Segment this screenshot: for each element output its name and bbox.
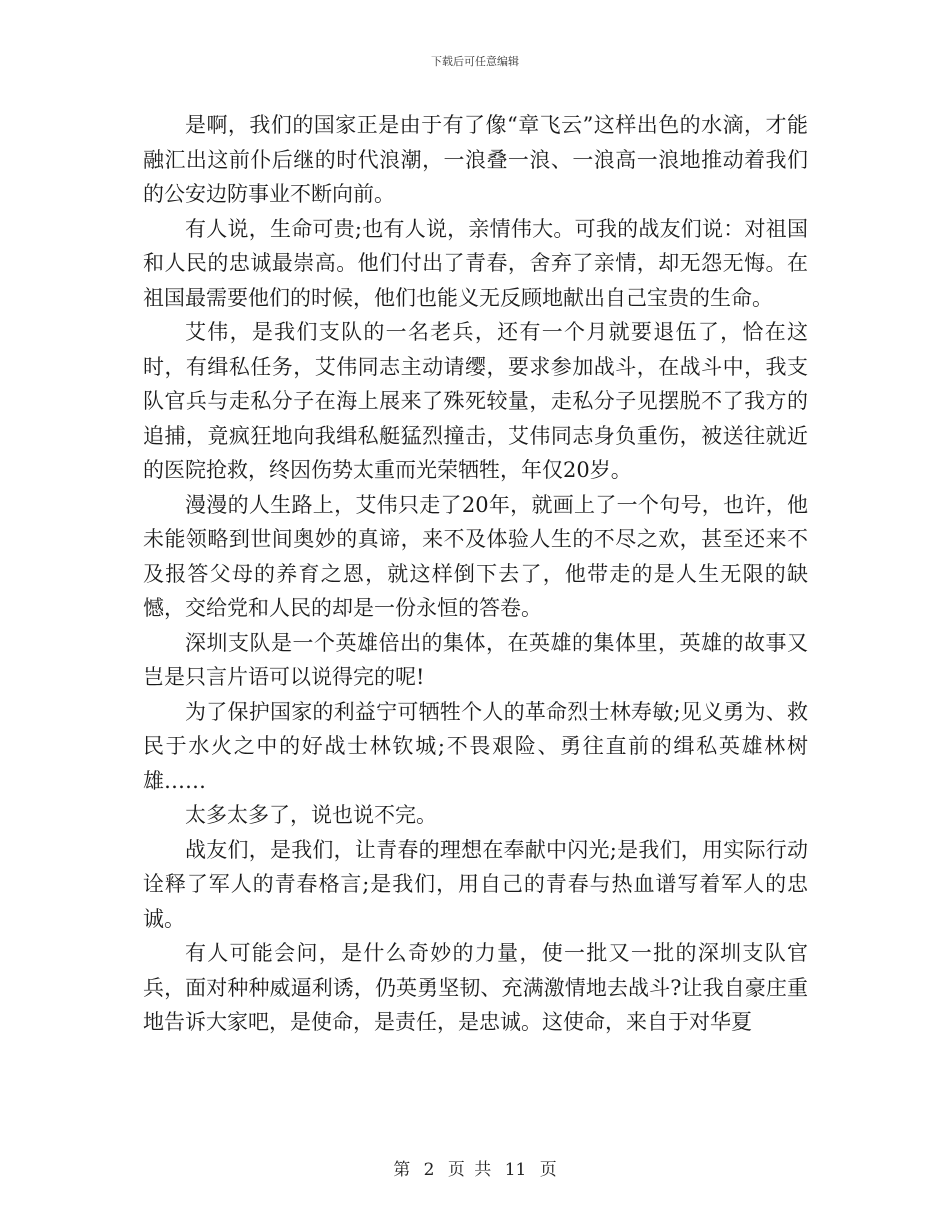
paragraph: 有人说，生命可贵;也有人说，亲情伟大。可我的战友们说：对祖国和人民的忠诚最崇高。他们付出了青春，舍弃了亲情，却无怨无悔。在祖国最需要他们的时候，他们也能义无反顾地献出自己宝贵的生命。 (143, 216, 808, 310)
page-header: 下载后可任意编辑 (431, 55, 519, 68)
footer-middle: 页 共 (447, 1160, 492, 1180)
page-footer (0, 1155, 950, 1180)
body-text (143, 108, 808, 1040)
paragraph: 太多太多了，说也说不完。 (185, 803, 437, 827)
footer-prefix: 第 (393, 1160, 411, 1180)
paragraph: 战友们，是我们，让青春的理想在奉献中闪光;是我们，用实际行动诠释了军人的青春格言;是我们，用自己的青春与热血谱写着军人的忠诚。 (143, 837, 808, 931)
paragraph: 深圳支队是一个英雄倍出的集体，在英雄的集体里，英雄的故事又岂是只言片语可以说得完的呢! (143, 630, 808, 689)
paragraph: 为了保护国家的利益宁可牺牲个人的革命烈士林寿敏;见义勇为、救民于水火之中的好战士林钦城;不畏艰险、勇往直前的缉私英雄林树雄…… (143, 699, 808, 793)
paragraph: 艾伟，是我们支队的一名老兵，还有一个月就要退伍了，恰在这时，有缉私任务，艾伟同志主动请缨，要求参加战斗，在战斗中，我支队官兵与走私分子在海上展来了殊死较量，走私分子见摆脱不了我方的追捕，竟疯狂地向我缉私艇猛烈撞击，艾伟同志身负重伤，被送往就近的医院抢救，终因伤势太重而光荣牺牲，年仅20岁。 (143, 320, 808, 482)
page-number: 2 (423, 1160, 435, 1180)
paragraph: 漫漫的人生路上，艾伟只走了20年，就画上了一个句号，也许，他未能领略到世间奥妙的真谛，来不及体验人生的不尽之欢，甚至还来不及报答父母的养育之恩，就这样倒下去了，他带走的是人生无限的缺憾，交给党和人民的却是一份永恒的答卷。 (143, 492, 808, 620)
paragraph: 是啊，我们的国家正是由于有了像“章飞云”这样出色的水滴，才能融汇出这前仆后继的时代浪潮，一浪叠一浪、一浪高一浪地推动着我们的公安边防事业不断向前。 (143, 113, 808, 206)
footer-suffix: 页 (539, 1160, 557, 1180)
paragraph: 有人可能会问，是什么奇妙的力量，使一批又一批的深圳支队官兵，面对种种威逼利诱，仍英勇坚韧、充满激情地去战斗?让我自豪庄重地告诉大家吧，是使命，是责任，是忠诚。这使命，来自于对华夏 (143, 941, 808, 1034)
page-total: 11 (504, 1160, 527, 1180)
